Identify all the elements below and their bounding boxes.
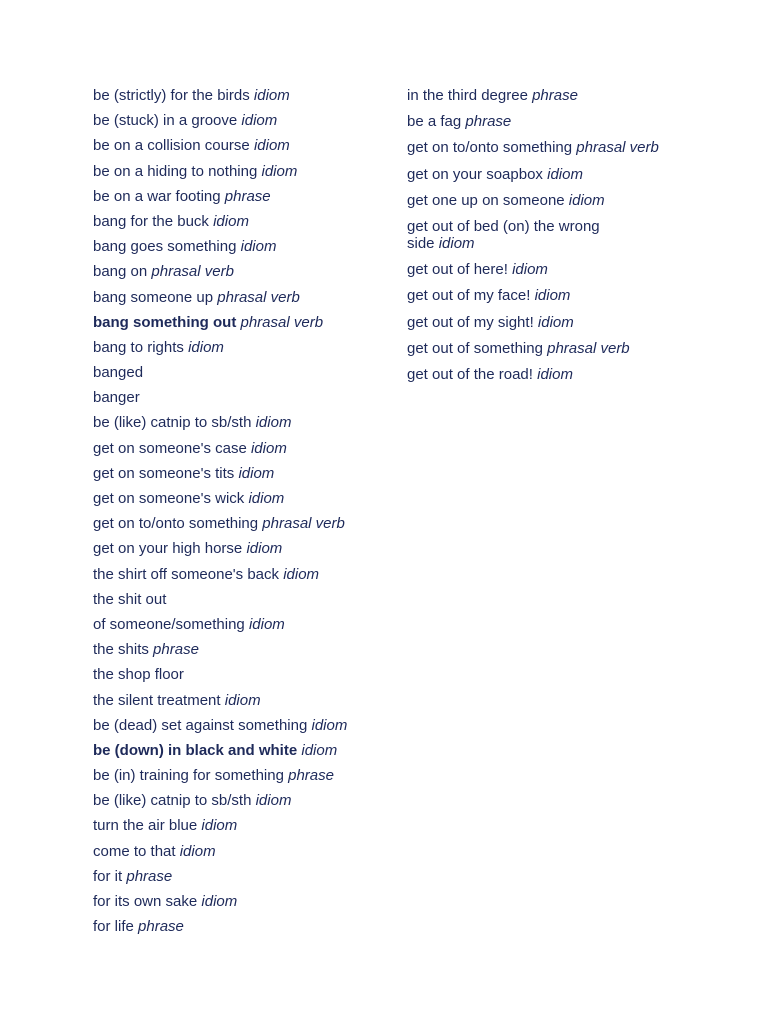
entry	[93, 440, 383, 457]
entry-part-of-speech: idiom	[241, 112, 278, 130]
entry-headword: for life	[93, 918, 134, 936]
entry-part-of-speech: idiom	[213, 212, 249, 230]
entry	[93, 137, 383, 154]
entry-part-of-speech: idiom	[224, 691, 261, 709]
entry-part-of-speech: phrasal verb	[151, 263, 234, 281]
entry-part-of-speech: idiom	[248, 615, 285, 633]
entry	[93, 641, 383, 658]
entry-part-of-speech: phrase	[532, 87, 578, 104]
entry-part-of-speech: idiom	[250, 439, 287, 457]
entry-part-of-speech: idiom	[438, 234, 475, 252]
entry-headword: the shirt off someone's back	[93, 565, 280, 583]
entry-part-of-speech: idiom	[311, 716, 348, 734]
entry-headword: get on your soapbox	[407, 165, 543, 183]
entry-part-of-speech: idiom	[240, 238, 277, 256]
entry	[407, 366, 707, 383]
entry-part-of-speech: phrase	[153, 641, 199, 659]
entry	[93, 213, 383, 230]
entry	[407, 166, 707, 183]
entry-headword: get out of bed (on) the wrong side	[407, 217, 600, 252]
entry	[93, 314, 383, 331]
entry-part-of-speech: idiom	[568, 191, 605, 209]
entry	[407, 261, 707, 278]
entry	[93, 163, 383, 180]
left-column	[93, 87, 383, 943]
entry	[93, 792, 383, 809]
entry-part-of-speech: phrase	[465, 113, 512, 131]
entry	[93, 490, 383, 507]
entry	[93, 616, 383, 633]
entry-part-of-speech: phrasal verb	[576, 139, 659, 157]
entry	[407, 113, 707, 130]
entry-part-of-speech: idiom	[246, 540, 283, 558]
entry-part-of-speech: idiom	[283, 565, 320, 583]
entry	[93, 465, 383, 482]
entry-part-of-speech: idiom	[255, 792, 292, 810]
entry	[93, 717, 383, 734]
entry	[93, 263, 383, 280]
entry-headword: in the third degree	[407, 87, 528, 104]
entry-headword: bang someone up	[93, 288, 214, 306]
entry-headword: get on someone's case	[93, 439, 247, 457]
entry-headword: the silent treatment	[93, 691, 221, 709]
entry-part-of-speech: idiom	[261, 162, 298, 180]
entry-headword: for it	[93, 867, 123, 885]
entry	[93, 238, 383, 255]
entry-headword: get on to/onto something	[407, 139, 573, 157]
entry-part-of-speech: idiom	[253, 87, 290, 104]
entry-headword: the shit out	[93, 590, 167, 608]
entry-headword: be (strictly) for the birds	[93, 87, 250, 104]
entry-part-of-speech: idiom	[534, 287, 571, 305]
entry-headword: bang for the buck	[93, 212, 209, 230]
entry	[93, 389, 383, 406]
entry	[93, 666, 383, 683]
entry-part-of-speech: idiom	[537, 313, 574, 331]
entry	[407, 218, 617, 252]
entry-headword: bang on	[93, 263, 148, 281]
entry	[93, 112, 383, 129]
entry-part-of-speech: phrase	[224, 187, 271, 205]
entry-headword: bang to rights	[93, 338, 184, 356]
entry-headword: get out of my sight!	[407, 313, 534, 331]
entry-part-of-speech: phrase	[138, 918, 184, 936]
entry	[407, 192, 707, 209]
entry-headword: turn the air blue	[93, 817, 198, 835]
entry-headword: banger	[93, 389, 140, 407]
entry-headword: get on someone's wick	[93, 490, 245, 507]
entry-part-of-speech: idiom	[301, 741, 338, 759]
entry-part-of-speech: idiom	[238, 464, 275, 482]
entry-headword: be a fag	[407, 113, 462, 131]
entry-headword: be (in) training for something	[93, 767, 284, 785]
entry-part-of-speech: phrasal verb	[217, 288, 300, 306]
entry	[93, 742, 383, 759]
entry-headword: get out of the road!	[407, 365, 533, 383]
entry	[93, 767, 383, 784]
entry	[407, 314, 707, 331]
entry	[93, 918, 383, 935]
entry-headword: get out of here!	[407, 261, 508, 279]
entry-headword: the shits	[93, 641, 149, 659]
entry-part-of-speech: phrase	[288, 767, 334, 785]
entry-part-of-speech: idiom	[248, 490, 285, 507]
entry	[93, 843, 383, 860]
entry	[93, 188, 383, 205]
entry-part-of-speech: idiom	[201, 893, 238, 910]
entry-headword: get on someone's tits	[93, 464, 235, 482]
entry-part-of-speech: idiom	[537, 365, 573, 383]
entry	[93, 364, 383, 381]
entry-headword: for its own sake	[93, 893, 198, 910]
entry	[93, 817, 383, 834]
entry	[93, 893, 383, 910]
entry	[93, 87, 383, 104]
entry-part-of-speech: idiom	[255, 414, 292, 432]
entry-headword: banged	[93, 364, 144, 382]
entry-headword: bang something out	[93, 313, 237, 331]
entry-headword: be (like) catnip to sb/sth	[93, 792, 252, 810]
entry-headword: the shop floor	[93, 666, 184, 684]
right-column	[407, 87, 707, 392]
entry-headword: be on a hiding to nothing	[93, 162, 258, 180]
entry-headword: be (stuck) in a groove	[93, 112, 238, 130]
entry-part-of-speech: phrasal verb	[262, 515, 345, 533]
entry-headword: come to that	[93, 842, 176, 860]
entry-part-of-speech: idiom	[253, 137, 290, 155]
entry	[93, 566, 383, 583]
entry	[93, 868, 383, 885]
entry-headword: be on a collision course	[93, 137, 250, 155]
entry-part-of-speech: phrasal verb	[240, 313, 324, 331]
entry-headword: bang goes something	[93, 238, 237, 256]
entry-headword: be on a war footing	[93, 187, 221, 205]
entry	[407, 139, 707, 156]
entry-headword: get on to/onto something	[93, 515, 259, 533]
entry	[93, 540, 383, 557]
entry-part-of-speech: idiom	[547, 165, 583, 183]
entry-part-of-speech: idiom	[179, 842, 216, 860]
entry-part-of-speech: idiom	[512, 261, 548, 279]
entry-headword: be (down) in black and white	[93, 741, 298, 759]
entry	[93, 414, 383, 431]
entry	[93, 515, 383, 532]
entry-part-of-speech: phrase	[126, 867, 173, 885]
entry-headword: be (dead) set against something	[93, 716, 308, 734]
entry-part-of-speech: idiom	[201, 817, 238, 835]
entry	[407, 287, 707, 304]
entry-headword: of someone/something	[93, 615, 245, 633]
entry-headword: get one up on someone	[407, 191, 565, 209]
entry	[407, 340, 707, 357]
entry	[93, 591, 383, 608]
entry-headword: get out of something	[407, 339, 543, 357]
entry-part-of-speech: idiom	[188, 338, 224, 356]
entry-headword: be (like) catnip to sb/sth	[93, 414, 252, 432]
entry	[93, 289, 383, 306]
entry	[93, 339, 383, 356]
entry	[407, 87, 707, 104]
entry	[93, 692, 383, 709]
entry-headword: get out of my face!	[407, 287, 531, 305]
entry-part-of-speech: phrasal verb	[547, 339, 630, 357]
entry-headword: get on your high horse	[93, 540, 243, 558]
